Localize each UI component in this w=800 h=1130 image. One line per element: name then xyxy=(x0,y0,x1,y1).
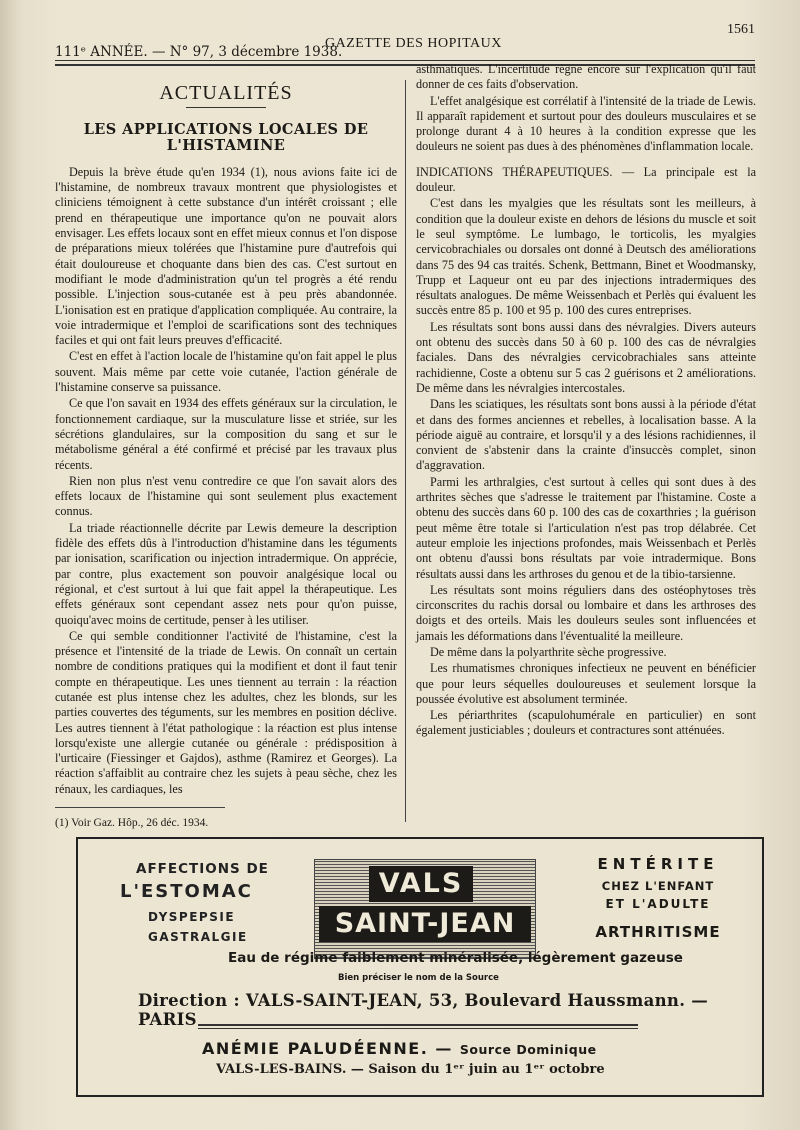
ad-right-line: ENTÉRITE xyxy=(597,855,719,873)
ad-rule xyxy=(198,1024,638,1026)
journal-title: GAZETTE DES HOPITAUX xyxy=(325,36,502,51)
brand-logo xyxy=(314,859,536,959)
ad-left-line: DYSPEPSIE xyxy=(148,910,236,924)
section-title: ACTUALITÉS xyxy=(159,82,293,104)
paragraph: asthmatiques. L'incertitude règne encore sur l'explication qu'il faut donner de ces faits d'observation. xyxy=(416,62,756,92)
ad-right-line: ARTHRITISME xyxy=(595,923,721,941)
paragraph: De même dans la polyarthrite sèche progressive. xyxy=(430,644,667,659)
paragraph: Ce que l'on savait en 1934 des effets généraux sur la circulation, le fonctionnement cardiaque, sur la musculature lisse et striée, sur les sécrétions glandulaires, sur la composition du sang et sur le métabolisme général a été confirmé et précisé par les travaux plus récents. xyxy=(55,396,397,472)
ad-note: Bien préciser le nom de la Source xyxy=(338,973,499,983)
subsection-intro: — La principale est la douleur. xyxy=(416,164,756,195)
section-title-rule xyxy=(186,107,266,108)
paragraph: Les périarthrites (scapulohumérale en particulier) en sont également justiciables ; douleurs et contractures sont atténuées. xyxy=(416,708,756,738)
paragraph: C'est en effet à l'action locale de l'histamine qu'on fait appel le plus souvent. Mais même par cette voie cutanée, l'action générale de l'histamine conserve sa puissance. xyxy=(55,349,397,395)
paragraph: Depuis la brève étude qu'en 1934 (1), nous avions faite ici de l'histamine, de nombreux travaux montrent que physiologistes et cliniciens témoignent à cette substance d'un intérêt croissant ; elle prend en thérapeutique une importance qu'on ne pouvait alors envisager. Les effets locaux sont en effet mieux connus et l'on dispose de préparations mieux tolérées que l'histamine pure d'autrefois qui était douloureuse et choquante dans bien des cas. C'est surtout en modifiant le mode d'administration qu'un tel progrès a été rendu possible. L'injection sous-cutanée est à peu près abandonnée. L'ionisation est en pratique d'application compliquée. Au contraire, la voie intradermique et l'emploi de scarifications sont des techniques faciles et qui ont fait leurs preuves d'efficacité. xyxy=(55,164,397,348)
column-divider xyxy=(405,80,406,822)
paragraph: La triade réactionnelle décrite par Lewis demeure la description fidèle des effets dûs à l'introduction d'histamine dans les téguments par ionisation, scarification ou injection intradermique. On apprécie, par contre, plus exactement son pouvoir analgésique local ou régional, et c'est surtout à lui que fait appel la thérapeutique. Les effets généraux sont cependant assez nets pour qu'on puisse, quoiqu'avec moins de certitude, penser à les utiliser. xyxy=(55,520,397,627)
ad-left-block xyxy=(120,861,269,944)
ad-right-block xyxy=(558,855,758,941)
ad-season: VALS-LES-BAINS. — Saison du 1ᵉʳ juin au 1ᵉʳ octobre xyxy=(216,1062,605,1077)
paragraph: C'est dans les myalgies que les résultats sont les meilleurs, à condition que la douleur existe en dehors de lésions du muscle et soit le seul symptôme. Le lumbago, le torticolis, les myalgies cervicobrachiales ou dorsales ont donné à Deutsch des améliorations dans 75 des 94 cas traités. Schenk, Bettmann, Binet et Woodmansky, Trupp et Laqueur ont eu par des injections intradermiques des résultats analogues. De même Weissenbach et Perlès qui évaluent les succès entre 85 p. 100 et 95 p. 100 des cures entreprises. xyxy=(416,196,756,318)
advertisement xyxy=(76,837,764,1097)
paragraph: L'effet analgésique est corrélatif à l'intensité de la triade de Lewis. Il apparaît rapidement et surtout pour des douleurs musculaires et se prolonge durant 4 à 10 heures à la condition expresse que les douleurs ne soient pas dues à des phénomènes d'inflammation locale. xyxy=(416,93,756,154)
header-rule xyxy=(55,60,755,61)
ad-left-line: GASTRALGIE xyxy=(148,930,248,944)
ad-rule-thin xyxy=(198,1028,638,1029)
paragraph: Parmi les arthralgies, c'est surtout à celles qui sont dues à des arthrites sèches que s'adresse le traitement par l'histamine. Coste a obtenu des succès dans 60 p. 100 des cas de coxarthries ; la guérison peut même être totale si l'articulation n'est pas trop délabrée. Cet auteur emploie les injections profondes, mais Weissenbach et Perlès ont obtenu d'aussi bons résultats par voie intradermique. Bons résultats aussi dans les arthroses du genou et de la tibio-tarsienne. xyxy=(416,474,756,581)
ad-source-heading: ANÉMIE PALUDÉENNE. — xyxy=(202,1039,453,1058)
ad-left-line: L'ESTOMAC xyxy=(120,881,253,902)
right-column xyxy=(416,62,756,740)
article-title: LES APPLICATIONS LOCALES DE L'HISTAMINE xyxy=(83,121,369,154)
ad-right-line: CHEZ L'ENFANT xyxy=(601,879,715,893)
issue-info: 111ᵉ ANNÉE. — N° 97, 3 décembre 1938. xyxy=(55,44,343,60)
paragraph: Les résultats sont moins réguliers dans des ostéophytoses très circonscrites du rachis dorsal ou lombaire et dans les arthroses des doigts et des orteils. Mais les douleurs seules sont influencées et jamais les déformations dans l'éventualité la meilleure. xyxy=(416,582,756,643)
left-column xyxy=(55,80,397,831)
ad-source-line xyxy=(202,1039,597,1058)
paragraph: Rien non plus n'est venu contredire ce que l'on savait alors des effets locaux de l'histamine qui sont seulement plus exactement connus. xyxy=(55,473,397,519)
ad-right-line: ET L'ADULTE xyxy=(605,897,711,911)
ad-left-line: AFFECTIONS DE xyxy=(136,861,269,877)
subsection-heading: INDICATIONS THÉRAPEUTIQUES. xyxy=(416,164,613,179)
logo-text-saint-jean: SAINT-JEAN xyxy=(319,906,531,942)
ad-source-name: Source Dominique xyxy=(459,1042,597,1057)
logo-text-vals: VALS xyxy=(369,866,473,902)
paragraph: Les résultats sont bons aussi dans des névralgies. Divers auteurs ont obtenu des succès dans 50 à 60 p. 100 des cas de névralgies faciales. Dans des névralgies cervicobrachiales sans atteinte rachidienne, Coste a obtenu sur 5 cas 2 guérisons et 2 améliorations. De même dans les névralgies intercostales. xyxy=(416,319,756,395)
footnote-rule xyxy=(55,807,225,831)
paragraph: Dans les sciatiques, les résultats sont bons aussi à la période d'état et dans des formes anciennes et rebelles, à localisation basse. A la période aiguë au contraire, et lorsqu'il y a des lésions rachidiennes, il convient de s'abstenir dans la crainte d'insuccès complet, sinon d'aggravation. xyxy=(416,397,756,473)
subsection-paragraph xyxy=(416,165,756,196)
ad-address: Direction : VALS-SAINT-JEAN, 53, Boulevard Haussmann. — PARIS xyxy=(138,991,709,1029)
ad-tagline: Eau de régime faiblement minéralisée, légèrement gazeuse xyxy=(228,950,683,966)
page-number: 1561 xyxy=(727,22,755,37)
paragraph: Ce qui semble conditionner l'activité de l'histamine, c'est la présence et l'intensité de la triade de Lewis. On connaît un certain nombre de conditions pratiques qui la modifient et dont il faut tenir compte en thérapeutique. Les unes tiennent au terrain : la réaction cutanée est plus intense chez les adultes, chez les blonds, sur les parties couvertes des téguments, sur les membres en position déclive. Les autres tiennent à l'état pathologique : la réaction est plus intense lorsqu'existe une allergie cutanée ou générale : prédisposition à l'urticaire (Fiessinger et Gajdos), asthme (Ramirez et Georges). La réaction s'affaiblit au contraire chez les sujets à peau sèche, chez les rénaux, les cardiaques, les xyxy=(55,628,397,796)
footnote: (1) Voir Gaz. Hôp., 26 déc. 1934. xyxy=(55,817,209,830)
paragraph: Les rhumatismes chroniques infectieux ne peuvent en bénéficier que pour leurs séquelles douloureuses et seulement lorsque la poussée évolutive est absolument terminée. xyxy=(416,661,756,706)
